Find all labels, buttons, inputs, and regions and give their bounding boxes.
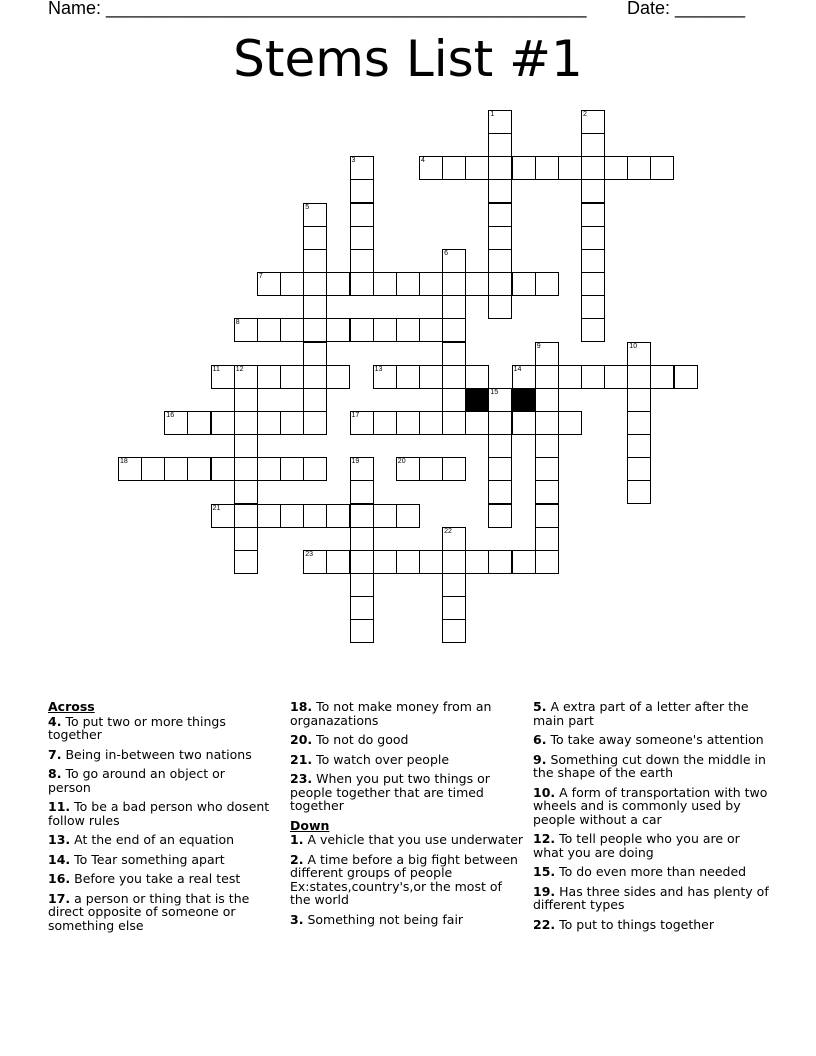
grid-cell[interactable]	[187, 411, 211, 435]
clue-down-12: 12. To tell people who you are or what you are doing	[533, 831, 740, 860]
grid-cell[interactable]	[442, 573, 466, 597]
grid-cell[interactable]	[581, 133, 605, 157]
grid-cell[interactable]	[373, 550, 397, 574]
grid-cell[interactable]	[303, 504, 327, 528]
clue-across-16: 16. Before you take a real test	[48, 871, 241, 886]
grid-cell[interactable]	[419, 365, 443, 389]
grid-cell[interactable]	[512, 365, 536, 389]
grid-cell[interactable]	[326, 504, 350, 528]
grid-cell[interactable]	[303, 388, 327, 412]
grid-cell[interactable]	[627, 457, 651, 481]
grid-cell[interactable]	[488, 295, 512, 319]
grid-cell[interactable]	[488, 550, 512, 574]
clue-down-6: 6. To take away someone's attention	[533, 732, 764, 747]
grid-cell[interactable]	[326, 272, 350, 296]
grid-cell[interactable]	[535, 550, 559, 574]
grid-cell[interactable]	[488, 226, 512, 250]
grid-cell[interactable]	[164, 411, 188, 435]
grid-cell[interactable]	[187, 457, 211, 481]
clue-number-label: 13	[374, 365, 383, 373]
grid-cell[interactable]	[350, 249, 374, 273]
grid-cell[interactable]	[419, 457, 443, 481]
grid-cell[interactable]	[303, 550, 327, 574]
grid-cell[interactable]	[442, 365, 466, 389]
grid-cell[interactable]	[257, 318, 281, 342]
grid-cell[interactable]	[465, 156, 489, 180]
grid-cell[interactable]	[442, 457, 466, 481]
grid-cell[interactable]	[326, 365, 350, 389]
clue-number-label: 7	[258, 273, 263, 281]
clue-number-label: 22	[444, 527, 452, 535]
grid-cell[interactable]	[465, 365, 489, 389]
grid-cell[interactable]	[280, 411, 304, 435]
grid-cell[interactable]	[512, 411, 536, 435]
grid-cell[interactable]	[535, 527, 559, 551]
black-square	[465, 388, 489, 412]
grid-cell[interactable]	[211, 365, 235, 389]
grid-cell[interactable]	[488, 434, 512, 458]
grid-cell[interactable]	[350, 573, 374, 597]
grid-cell[interactable]	[488, 249, 512, 273]
grid-cell[interactable]	[581, 226, 605, 250]
grid-cell[interactable]	[211, 457, 235, 481]
grid-cell[interactable]	[419, 156, 443, 180]
clue-down-19: 19. Has three sides and has plenty of different types	[533, 883, 769, 912]
grid-cell[interactable]	[488, 504, 512, 528]
grid-cell[interactable]	[396, 550, 420, 574]
grid-cell[interactable]	[234, 411, 258, 435]
grid-cell[interactable]	[512, 156, 536, 180]
clue-down-22: 22. To put to things together	[533, 916, 714, 932]
grid-cell[interactable]	[118, 457, 142, 481]
grid-cell[interactable]	[326, 550, 350, 574]
grid-cell[interactable]	[350, 596, 374, 620]
grid-cell[interactable]	[396, 457, 420, 481]
grid-cell[interactable]	[581, 365, 605, 389]
clue-across-14: 14. To Tear something apart	[48, 851, 225, 867]
clue-down-2: 2. A time before a big fight between different groups of people Ex:states,country's,or the most of the world	[290, 851, 518, 907]
grid-cell[interactable]	[581, 318, 605, 342]
grid-cell[interactable]	[488, 156, 512, 180]
grid-cell[interactable]	[211, 411, 235, 435]
grid-cell[interactable]	[535, 272, 559, 296]
grid-cell[interactable]	[257, 365, 281, 389]
clues-column-2	[290, 700, 526, 932]
grid-cell[interactable]	[234, 318, 258, 342]
clue-across-4: 4. To put two or more things together	[48, 713, 226, 742]
grid-cell[interactable]	[581, 272, 605, 296]
grid-cell[interactable]	[627, 434, 651, 458]
clue-number-label: 3	[351, 157, 356, 165]
grid-cell[interactable]	[442, 249, 466, 273]
grid-cell[interactable]	[234, 504, 258, 528]
grid-cell[interactable]	[303, 272, 327, 296]
grid-cell[interactable]	[350, 550, 374, 574]
grid-cell[interactable]	[442, 550, 466, 574]
clue-number-label: 15	[490, 388, 499, 396]
grid-cell[interactable]	[581, 110, 605, 134]
grid-cell[interactable]	[488, 480, 512, 504]
grid-cell[interactable]	[396, 365, 420, 389]
grid-cell[interactable]	[535, 342, 559, 366]
grid-cell[interactable]	[535, 388, 559, 412]
grid-cell[interactable]	[535, 480, 559, 504]
grid-cell[interactable]	[350, 203, 374, 227]
clue-number-label: 14	[513, 365, 522, 373]
grid-cell[interactable]	[604, 156, 628, 180]
grid-cell[interactable]	[488, 411, 512, 435]
clue-down-5: 5. A extra part of a letter after the main part	[533, 699, 749, 728]
across-heading: Across	[48, 699, 95, 714]
clues-column-3	[533, 700, 769, 937]
grid-cell[interactable]	[581, 179, 605, 203]
grid-cell[interactable]	[419, 318, 443, 342]
grid-cell[interactable]	[234, 457, 258, 481]
grid-cell[interactable]	[535, 434, 559, 458]
clue-number-label: 6	[444, 249, 448, 257]
clue-down-10: 10. A form of transportation with two wheels and is commonly used by people without a car	[533, 784, 768, 827]
grid-cell[interactable]	[488, 272, 512, 296]
grid-cell[interactable]	[280, 504, 304, 528]
grid-cell[interactable]	[280, 365, 304, 389]
clue-number-label: 20	[397, 458, 406, 466]
grid-cell[interactable]	[257, 504, 281, 528]
down-heading: Down	[290, 817, 330, 833]
grid-cell[interactable]	[419, 272, 443, 296]
grid-cell[interactable]	[604, 365, 628, 389]
clue-across-21: 21. To watch over people	[290, 751, 450, 767]
grid-cell[interactable]	[442, 527, 466, 551]
grid-cell[interactable]	[650, 365, 674, 389]
grid-cell[interactable]	[373, 411, 397, 435]
grid-cell[interactable]	[373, 318, 397, 342]
grid-cell[interactable]	[303, 365, 327, 389]
clue-number-label: 8	[235, 319, 240, 327]
grid-cell[interactable]	[581, 203, 605, 227]
grid-cell[interactable]	[442, 619, 466, 643]
grid-cell[interactable]	[164, 457, 188, 481]
grid-cell[interactable]	[303, 226, 327, 250]
grid-cell[interactable]	[350, 619, 374, 643]
date-field-label: Date: _______	[627, 0, 746, 18]
clue-across-13: 13. At the end of an equation	[48, 832, 235, 847]
clue-across-18: 18. To not make money from an organazations	[290, 699, 492, 728]
grid-cell[interactable]	[396, 504, 420, 528]
clue-down-1: 1. A vehicle that you use underwater	[290, 832, 524, 847]
grid-cell[interactable]	[419, 550, 443, 574]
clue-number-label: 11	[212, 365, 220, 373]
grid-cell[interactable]	[350, 411, 374, 435]
grid-cell[interactable]	[627, 365, 651, 389]
grid-cell[interactable]	[488, 388, 512, 412]
grid-cell[interactable]	[234, 550, 258, 574]
grid-cell[interactable]	[350, 527, 374, 551]
grid-cell[interactable]	[535, 457, 559, 481]
grid-cell[interactable]	[558, 411, 582, 435]
grid-cell[interactable]	[280, 457, 304, 481]
grid-cell[interactable]	[234, 434, 258, 458]
grid-cell[interactable]	[627, 388, 651, 412]
grid-cell[interactable]	[627, 342, 651, 366]
clue-number-label: 16	[166, 411, 175, 419]
grid-cell[interactable]	[257, 457, 281, 481]
clue-number-label: 18	[120, 458, 128, 466]
grid-cell[interactable]	[373, 504, 397, 528]
grid-cell[interactable]	[396, 272, 420, 296]
grid-cell[interactable]	[488, 179, 512, 203]
grid-cell[interactable]	[303, 295, 327, 319]
clue-across-11: 11. To be a bad person who dosent follow rules	[48, 799, 270, 828]
grid-cell[interactable]	[627, 480, 651, 504]
grid-cell[interactable]	[303, 342, 327, 366]
clue-number-label: 1	[490, 111, 495, 118]
grid-cell[interactable]	[512, 272, 536, 296]
grid-cell[interactable]	[373, 272, 397, 296]
grid-cell[interactable]	[234, 365, 258, 389]
clue-down-3: 3. Something not being fair	[290, 911, 464, 927]
grid-cell[interactable]	[465, 550, 489, 574]
grid-cell[interactable]	[581, 249, 605, 273]
grid-cell[interactable]	[558, 156, 582, 180]
name-field-label: Name: ________________________________________________	[48, 0, 587, 18]
grid-cell[interactable]	[350, 156, 374, 180]
grid-cell[interactable]	[234, 388, 258, 412]
grid-cell[interactable]	[396, 318, 420, 342]
grid-cell[interactable]	[442, 272, 466, 296]
grid-cell[interactable]	[280, 318, 304, 342]
grid-cell[interactable]	[442, 342, 466, 366]
grid-cell[interactable]	[211, 504, 235, 528]
grid-cell[interactable]	[350, 272, 374, 296]
clue-number-label: 2	[583, 111, 587, 118]
grid-cell[interactable]	[581, 295, 605, 319]
grid-cell[interactable]	[627, 156, 651, 180]
grid-cell[interactable]	[465, 411, 489, 435]
grid-cell[interactable]	[627, 411, 651, 435]
grid-cell[interactable]	[442, 156, 466, 180]
clue-across-7: 7. Being in-between two nations	[48, 746, 252, 762]
grid-cell[interactable]	[350, 226, 374, 250]
grid-cell[interactable]	[303, 249, 327, 273]
clue-across-23: 23. When you put two things or people together that are timed together	[290, 771, 490, 813]
clue-across-8: 8. To go around an object or person	[48, 766, 225, 795]
grid-cell[interactable]	[535, 411, 559, 435]
black-square	[512, 388, 536, 412]
clue-number-label: 9	[536, 342, 541, 350]
grid-cell[interactable]	[303, 203, 327, 227]
grid-cell[interactable]	[442, 318, 466, 342]
clue-number-label: 21	[212, 504, 221, 512]
grid-cell[interactable]	[141, 457, 165, 481]
grid-cell[interactable]	[350, 179, 374, 203]
grid-cell[interactable]	[442, 295, 466, 319]
clue-across-17: 17. a person or thing that is the direct opposite of someone or something else	[48, 890, 250, 933]
clue-across-20: 20. To not do good	[290, 732, 409, 747]
grid-cell[interactable]	[442, 596, 466, 620]
grid-cell[interactable]	[396, 411, 420, 435]
grid-cell[interactable]	[650, 156, 674, 180]
clues-column-1	[48, 700, 270, 938]
grid-cell[interactable]	[581, 156, 605, 180]
grid-cell[interactable]	[674, 365, 698, 389]
grid-cell[interactable]	[234, 527, 258, 551]
grid-cell[interactable]	[303, 411, 327, 435]
grid-cell[interactable]	[303, 457, 327, 481]
clue-number-label: 23	[305, 550, 313, 558]
grid-cell[interactable]	[419, 411, 443, 435]
grid-cell[interactable]	[442, 411, 466, 435]
clue-down-15: 15. To do even more than needed	[533, 864, 747, 879]
grid-cell[interactable]	[465, 272, 489, 296]
grid-cell[interactable]	[535, 365, 559, 389]
clue-number-label: 10	[629, 342, 638, 350]
clue-number-label: 12	[235, 365, 244, 373]
grid-cell[interactable]	[257, 411, 281, 435]
grid-cell[interactable]	[350, 318, 374, 342]
grid-cell[interactable]	[234, 480, 258, 504]
grid-cell[interactable]	[350, 457, 374, 481]
grid-cell[interactable]	[280, 272, 304, 296]
grid-cell[interactable]	[488, 133, 512, 157]
grid-cell[interactable]	[535, 504, 559, 528]
clue-number-label: 4	[420, 157, 425, 165]
grid-cell[interactable]	[326, 318, 350, 342]
grid-cell[interactable]	[488, 457, 512, 481]
grid-cell[interactable]	[512, 550, 536, 574]
grid-cell[interactable]	[535, 156, 559, 180]
grid-cell[interactable]	[558, 365, 582, 389]
clue-number-label: 5	[305, 203, 310, 211]
page-title: Stems List #1	[233, 30, 583, 88]
grid-cell[interactable]	[350, 504, 374, 528]
clue-down-9: 9. Something cut down the middle in the shape of the earth	[533, 751, 766, 780]
clue-number-label: 19	[351, 458, 360, 466]
grid-cell[interactable]	[350, 480, 374, 504]
grid-cell[interactable]	[257, 272, 281, 296]
grid-cell[interactable]	[488, 203, 512, 227]
grid-cell[interactable]	[303, 318, 327, 342]
grid-cell[interactable]	[488, 110, 512, 134]
grid-cell[interactable]	[442, 388, 466, 412]
grid-cell[interactable]	[373, 365, 397, 389]
clue-number-label: 17	[351, 411, 360, 419]
